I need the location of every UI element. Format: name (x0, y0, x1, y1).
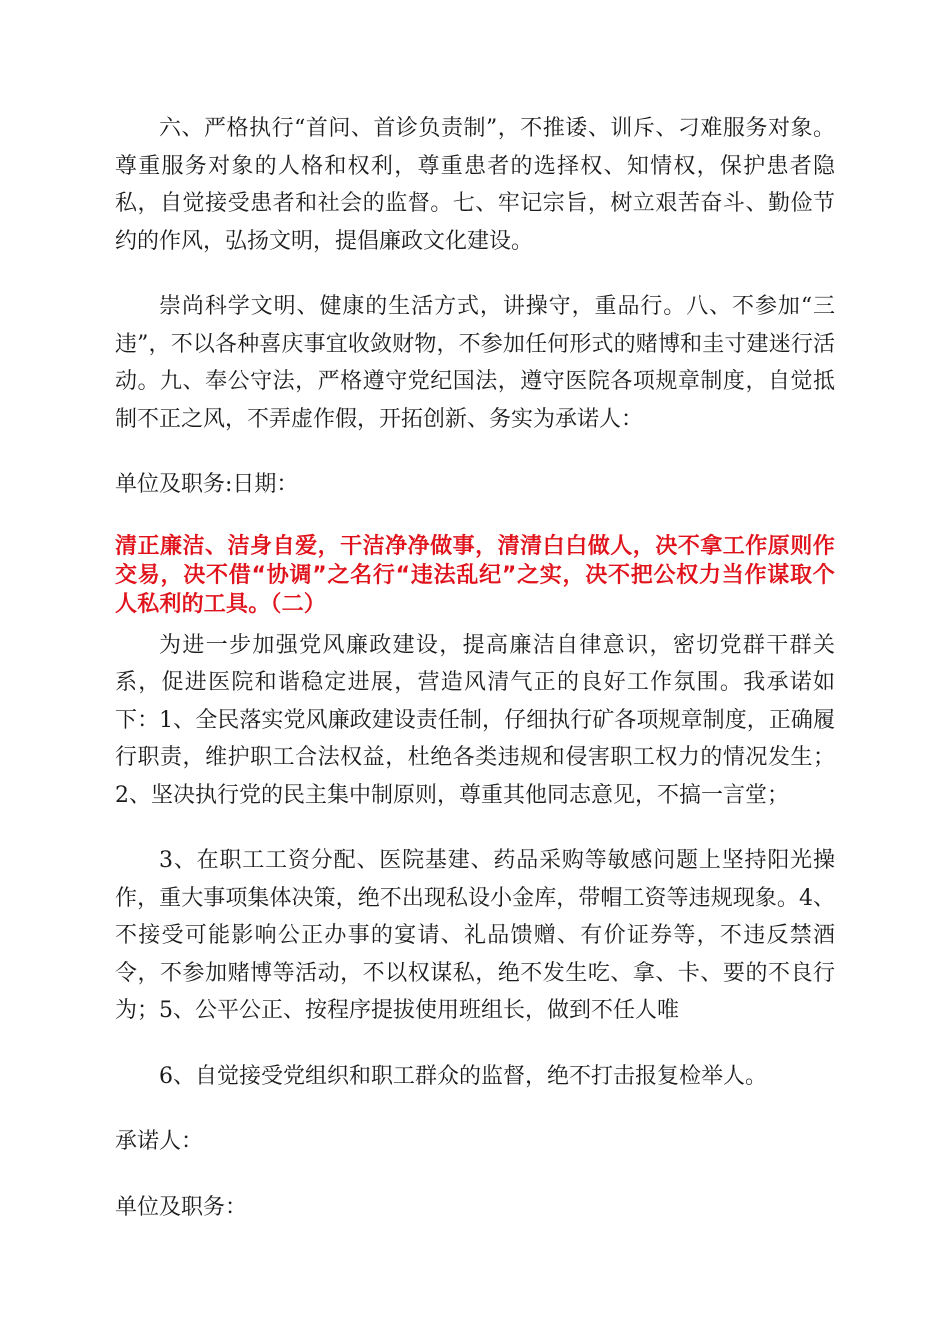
paragraph-six-seven: 六、严格执行“首问、首诊负责制”，不推诿、训斥、刁难服务对象。尊重服务对象的人格和权利，尊重患者的选择权、知情权，保护患者隐私，自觉接受患者和社会的监督。七、牢记宗旨，树立艰苦奋斗、勤俭节约的作风，弘扬文明，提倡廉政文化建设。 (115, 116, 835, 254)
paragraph-gap (115, 260, 835, 288)
paragraph-gap (115, 438, 835, 466)
paragraph-item-6: 6、自觉接受党组织和职工群众的监督，绝不打击报复检举人。 (159, 1063, 767, 1089)
paragraph-gap (115, 619, 835, 627)
paragraph-gap (115, 1095, 835, 1123)
paragraph-items-3-5: 3、在职工工资分配、医院基建、药品采购等敏感问题上坚持阳光操作，重大事项集体决策，绝不出现私设小金库，带帽工资等违规现象。4、不接受可能影响公正办事的宴请、礼品馈赠、有价证券等，不违反禁酒令，不参加赌博等活动，不以权谋私，绝不发生吃、拿、卡、要的不良行为；5、公平公正、按程序提拔使用班组长，做到不任人唯 (115, 848, 835, 1023)
paragraph-gap (115, 814, 835, 842)
document-body (115, 110, 835, 1226)
paragraph-gap (115, 1030, 835, 1058)
unit-label: 单位及职务： (115, 1194, 248, 1220)
paragraph-pledge-intro: 为进一步加强党风廉政建设，提高廉洁自律意识，密切党群干群关系，促进医院和谐稳定进展，营造风清气正的良好工作氛围。我承诺如下：1、全民落实党风廉政建设责任制，仔细执行矿各项规章制度，正确履行职责，维护职工合法权益，杜绝各类违规和侵害职工权力的情况发生；2、坚决执行党的民主集中制原则，尊重其他同志意见，不搞一言堂； (115, 632, 835, 808)
paragraph-gap (115, 504, 835, 532)
red-heading: 清正廉洁、洁身自爱，干洁净净做事，清清白白做人，决不拿工作原则作交易，决不借“协调”之名行“违法乱纪”之实，决不把公权力当作谋取个人私利的工具。（二） (115, 533, 835, 617)
paragraph-eight-nine: 崇尚科学文明、健康的生活方式，讲操守，重品行。八、不参加“三违”，不以各种喜庆事宜收敛财物，不参加任何形式的赌博和圭寸建迷行活动。九、奉公守法，严格遵守党纪国法，遵守医院各项规章制度，自觉抵制不正之风，不弄虚作假，开拓创新、务实为承诺人： (115, 294, 835, 432)
promisor-label: 承诺人： (115, 1129, 204, 1154)
unit-and-date-label: 单位及职务:日期： (115, 472, 299, 497)
paragraph-gap (115, 1161, 835, 1189)
